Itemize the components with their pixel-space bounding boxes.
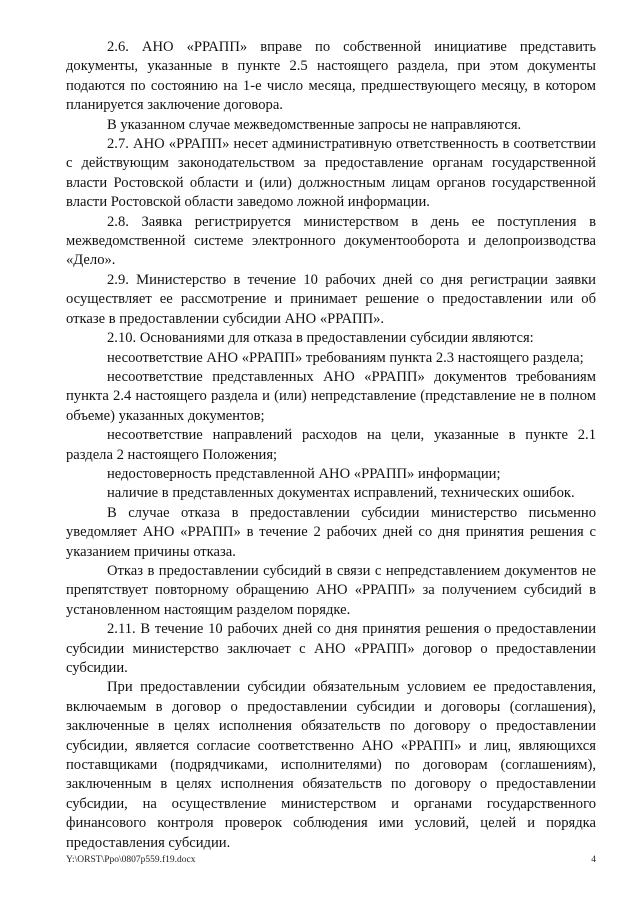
paragraph: наличие в представленных документах исправлений, технических ошибок.	[107, 485, 575, 502]
paragraph: В указанном случае межведомственные запросы не направляются.	[107, 116, 522, 133]
paragraph: 2.8. Заявка регистрируется министерством в день ее поступления в межведомственной системе электронного документооборота и делопроизводства «Дело».	[66, 213, 596, 269]
paragraph: 2.6. АНО «РРАПП» вправе по собственной инициативе представить документы, указанные в пункте 2.5 настоящего раздела, при этом документы подаются по состоянию на 1-е число месяца, предшествующего месяцу, в котором планируется заключение договора.	[66, 39, 596, 114]
paragraph: несоответствие представленных АНО «РРАПП» документов требованиям пункта 2.4 настоящего раздела и (или) непредставление (представление не в полном объеме) указанных документов;	[66, 368, 596, 424]
paragraph: 2.10. Основаниями для отказа в предоставлении субсидии являются:	[107, 330, 534, 347]
page-number: 4	[591, 855, 596, 865]
paragraph: 2.11. В течение 10 рабочих дней со дня принятия решения о предоставлении субсидии министерство заключает с АНО «РРАПП» договор о предоставлении субсидии.	[66, 621, 596, 676]
paragraph: В случае отказа в предоставлении субсидии министерство письменно уведомляет АНО «РРАПП» в течение 2 рабочих дней со дня принятия решения с указанием причины отказа.	[66, 504, 596, 560]
paragraph: 2.7. АНО «РРАПП» несет административную ответственность в соответствии с действующим законодательством за предоставление органам государственной власти Ростовской области и (или) должностным лицам органов государственной власти Ростовской области заведомо ложной информации.	[66, 136, 596, 211]
paragraph: 2.9. Министерство в течение 10 рабочих дней со дня регистрации заявки осуществляет ее рассмотрение и принимает решение о предоставлении или об отказе в предоставлении субсидии АНО «РРАПП».	[66, 271, 596, 327]
paragraph: При предоставлении субсидии обязательным условием ее предоставления, включаемым в договор о предоставлении субсидии и договоры (соглашения), заключенные в целях исполнения обязательств по договору о предоставлении субсидии, является согласие соответственно АНО «РРАПП» и лиц, являющихся поставщиками (подрядчиками, исполнителями) по договорам (соглашениям), заключенным в целях исполнения обязательств по договору о предоставлении субсидии, на осуществление министерством и органами государственного финансового контроля проверок соблюдения ими условий, целей и порядка предоставления субсидии.	[66, 679, 596, 851]
paragraph: несоответствие направлений расходов на цели, указанные в пункте 2.1 раздела 2 настоящего Положения;	[66, 427, 596, 463]
paragraph: недостоверность представленной АНО «РРАПП» информации;	[107, 465, 501, 482]
paragraph: Отказ в предоставлении субсидий в связи с непредставлением документов не препятствует повторному обращению АНО «РРАПП» за получением субсидий в установленном настоящим разделом порядке.	[66, 562, 596, 618]
page-footer	[66, 855, 596, 865]
document-body	[66, 38, 596, 853]
paragraph: несоответствие АНО «РРАПП» требованиям пункта 2.3 настоящего раздела;	[107, 349, 584, 366]
footer-file-path: Y:\ORST\Ppo\0807p559.f19.docx	[66, 855, 196, 865]
